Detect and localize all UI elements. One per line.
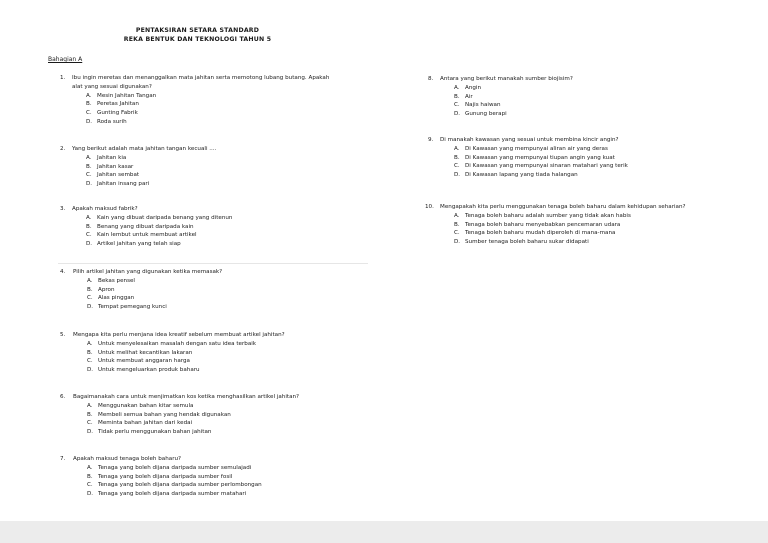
option-letter: C.: [87, 482, 93, 489]
option-text: Tenaga yang boleh dijana daripada sumber fosil: [98, 473, 233, 480]
option: [87, 303, 390, 312]
option: [87, 428, 390, 437]
option: [87, 473, 390, 482]
option-text: Sumber tenaga boleh baharu sukar didapati: [465, 239, 589, 246]
option: [86, 154, 390, 163]
option-text: Artikel jahitan yang telah siap: [97, 241, 181, 248]
option: [454, 110, 758, 119]
option: [454, 93, 758, 102]
option-text: Mesin Jahitan Tangan: [97, 92, 157, 99]
question-text: Mengapa kita perlu menjana idea kreatif sebelum membuat artikel jahitan?: [73, 332, 285, 338]
option-letter: C.: [86, 110, 92, 117]
option: [86, 214, 390, 223]
question-text-cont: alat yang sesuai digunakan?: [72, 83, 152, 90]
option-text: Untuk mengeluarkan produk baharu: [98, 367, 200, 374]
option-text: Air: [465, 93, 473, 100]
option-letter: B.: [454, 154, 460, 161]
option-letter: A.: [86, 154, 92, 161]
option-text: Gunting Fabrik: [97, 110, 138, 117]
option-text: Meminta bahan jahitan dari kedai: [98, 420, 193, 427]
option-letter: C.: [87, 295, 93, 302]
option-letter: C.: [454, 163, 460, 170]
option-text: Roda surih: [97, 118, 127, 125]
option-text: Membeli semua bahan yang hendak digunakan: [98, 411, 231, 418]
option-text: Jahitan insang pari: [97, 181, 150, 188]
option-letter: B.: [454, 93, 460, 100]
question-text: Yang berikut adalah mata jahitan tangan kecuali ....: [72, 146, 217, 152]
option-letter: D.: [86, 118, 93, 125]
question-number: 9.: [428, 137, 434, 143]
option: [86, 180, 390, 189]
option: [86, 223, 390, 232]
option: [87, 294, 390, 303]
question-text: Apakah maksud tenaga boleh baharu?: [73, 456, 182, 462]
question-8: [428, 75, 758, 119]
option: [87, 411, 390, 420]
option: [87, 286, 390, 295]
option-letter: D.: [454, 239, 461, 246]
question-number: 4.: [60, 269, 66, 275]
option: [454, 212, 761, 221]
option-text: Benang yang dibuat daripada kain: [97, 223, 194, 230]
option-letter: C.: [87, 420, 93, 427]
question-7: [60, 455, 390, 499]
option-letter: B.: [87, 286, 93, 293]
option: [87, 419, 390, 428]
option: [454, 84, 758, 93]
question-text: Di manakah kawasan yang sesuai untuk membina kincir angin?: [440, 137, 619, 143]
option: [86, 240, 390, 249]
option-text: Tempat pemegang kunci: [98, 304, 167, 311]
option: [86, 171, 390, 180]
option-text: Gunung berapi: [465, 111, 507, 118]
option: [86, 92, 390, 101]
option-letter: A.: [86, 214, 92, 221]
question-number: 10.: [425, 204, 434, 210]
option-text: Tenaga yang boleh dijana daripada sumber semulajadi: [98, 464, 252, 471]
option: [454, 145, 758, 154]
option-text: Tenaga boleh baharu menyebabkan pencemaran udara: [465, 221, 621, 228]
option-letter: A.: [87, 464, 93, 471]
option: [454, 154, 758, 163]
option-letter: A.: [86, 92, 92, 99]
option-text: Tenaga boleh baharu mudah diperoleh di mana-mana: [465, 230, 616, 237]
option-letter: B.: [86, 163, 92, 170]
option-letter: C.: [86, 232, 92, 239]
option: [87, 357, 390, 366]
option: [454, 171, 758, 180]
question-text: Apakah maksud fabrik?: [72, 206, 138, 212]
option: [86, 109, 390, 118]
option-text: Tenaga boleh baharu adalah sumber yang tidak akan habis: [465, 212, 631, 219]
option: [454, 221, 761, 230]
option-letter: D.: [86, 241, 93, 248]
option-text: Di Kawasan yang mempunyai tiupan angin yang kuat: [465, 154, 615, 161]
option: [87, 349, 390, 358]
question-1: [60, 74, 390, 127]
option-text: Jahitan kasar: [97, 163, 134, 170]
option: [87, 464, 390, 473]
option-text: Menggunakan bahan kitar semula: [98, 402, 194, 409]
option-text: Kain yang dibuat daripada benang yang ditenun: [97, 214, 233, 221]
option-letter: A.: [454, 212, 460, 219]
question-number: 6.: [60, 394, 66, 400]
option-text: Di Kawasan yang mempunyai sinaran matahari yang terik: [465, 163, 628, 170]
question-text: Bagaimanakah cara untuk menjimatkan kos ketika menghasilkan artikel jahitan?: [73, 394, 300, 400]
question-number: 3.: [60, 206, 66, 212]
option: [86, 100, 390, 109]
option: [86, 163, 390, 172]
option: [454, 238, 761, 247]
question-2: [60, 145, 390, 189]
option: [87, 340, 390, 349]
option: [454, 162, 758, 171]
option-text: Angin: [465, 84, 482, 91]
option-letter: A.: [454, 84, 460, 91]
option-letter: B.: [87, 349, 93, 356]
option-letter: B.: [86, 101, 92, 108]
question-number: 2.: [60, 146, 66, 152]
option-text: Alas pinggan: [98, 295, 135, 302]
option-text: Jahitan kia: [97, 154, 127, 161]
option-letter: B.: [87, 473, 93, 480]
option: [87, 490, 390, 499]
question-4: [60, 268, 390, 312]
option-text: Di Kawasan yang mempunyai aliran air yang deras: [465, 145, 608, 152]
option-text: Apron: [98, 286, 115, 293]
question-text: Mengapakah kita perlu menggunakan tenaga boleh baharu dalam kehidupan seharian?: [440, 204, 686, 210]
question-6: [60, 393, 390, 437]
option-letter: D.: [87, 367, 94, 374]
option: [87, 402, 390, 411]
option: [87, 366, 390, 375]
option-text: Kain lembut untuk membuat artikel: [97, 232, 197, 239]
option: [86, 118, 390, 127]
option-letter: D.: [454, 111, 461, 118]
option-letter: A.: [87, 277, 93, 284]
option-letter: B.: [454, 221, 460, 228]
question-text: Antara yang berikut manakah sumber biojisim?: [440, 76, 573, 82]
option-letter: D.: [454, 172, 461, 179]
question-9: [428, 136, 758, 180]
option-text: Tenaga yang boleh dijana daripada sumber matahari: [98, 491, 247, 498]
option-letter: C.: [454, 230, 460, 237]
option-letter: A.: [87, 340, 93, 347]
option-letter: D.: [87, 429, 94, 436]
option-letter: C.: [86, 172, 92, 179]
option-text: Peretas Jahitan: [97, 101, 139, 108]
option-text: Najis haiwan: [465, 102, 501, 109]
option-letter: A.: [454, 145, 460, 152]
question-number: 7.: [60, 456, 66, 462]
question-10: [425, 203, 761, 247]
question-5: [60, 331, 390, 375]
option-text: Di Kawasan lapang yang tiada halangan: [465, 172, 578, 179]
option-letter: B.: [86, 223, 92, 230]
option-text: Untuk melihat kecantikan lakaran: [98, 349, 193, 356]
section-heading: Bahagian A: [48, 56, 83, 63]
option-text: Tenaga yang boleh dijana daripada sumber perlombongan: [98, 482, 262, 489]
question-number: 1.: [60, 75, 66, 81]
option-text: Tidak perlu menggunakan bahan jahitan: [98, 429, 212, 436]
option-letter: D.: [86, 181, 93, 188]
option-text: Bekas pensel: [98, 277, 135, 284]
document-subtitle: REKA BENTUK DAN TEKNOLOGI TAHUN 5: [123, 36, 272, 43]
option-letter: D.: [87, 304, 94, 311]
option-letter: D.: [87, 491, 94, 498]
option-text: Jahitan sembat: [97, 172, 140, 179]
option: [454, 101, 758, 110]
option: [86, 231, 390, 240]
option-letter: B.: [87, 411, 93, 418]
question-number: 8.: [428, 76, 434, 82]
question-number: 5.: [60, 332, 66, 338]
option-text: Untuk menyelesaikan masalah dengan satu idea terbaik: [98, 340, 257, 347]
option: [87, 481, 390, 490]
divider: [58, 263, 368, 264]
option-text: Untuk membuat anggaran harga: [98, 358, 190, 365]
option-letter: C.: [87, 358, 93, 365]
question-3: [60, 205, 390, 249]
option: [87, 277, 390, 286]
option-letter: A.: [87, 402, 93, 409]
option: [454, 229, 761, 238]
question-text: Ibu ingin meretas dan menanggalkan mata jahitan serta memotong lubang butang. Apakah: [72, 75, 330, 81]
question-text: Pilih artikel jahitan yang digunakan ketika memasak?: [73, 269, 223, 275]
document-title: PENTAKSIRAN SETARA STANDARD: [135, 27, 260, 34]
option-letter: C.: [454, 102, 460, 109]
